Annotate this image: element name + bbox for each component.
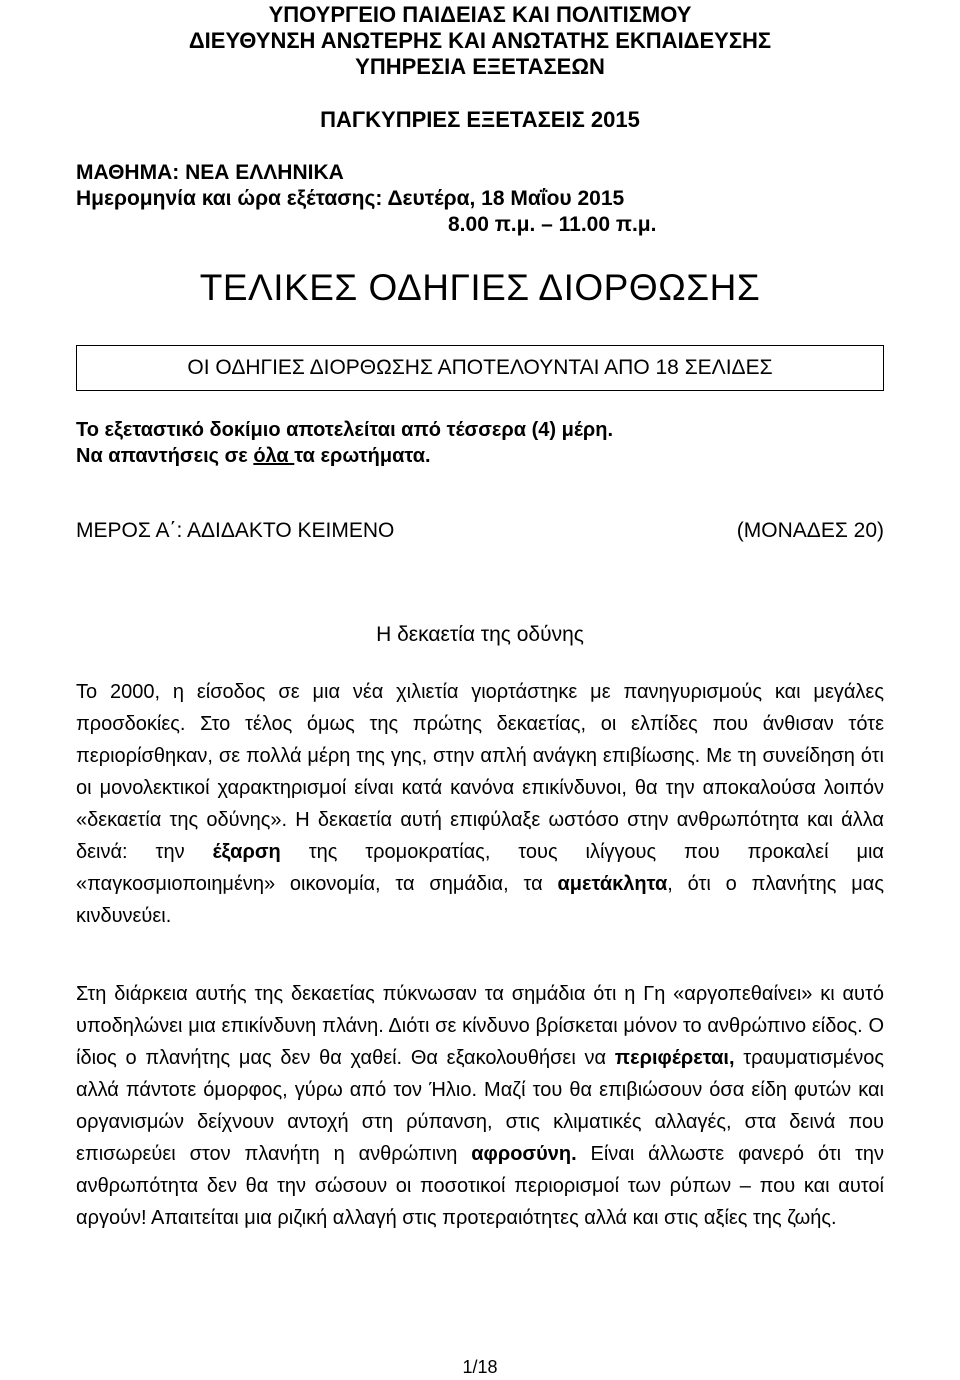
paragraph-1-bold-b: αμετάκλητα (557, 873, 668, 895)
exam-date: Ημερομηνία και ώρα εξέτασης: Δευτέρα, 18 Μαΐου 2015 (76, 187, 625, 210)
page-count-notice (76, 345, 884, 391)
paragraph-2-bold-b: αφροσύνη. (471, 1143, 577, 1165)
service-heading: ΥΠΗΡΕΣΙΑ ΕΞΕΤΑΣΕΩΝ (355, 54, 605, 79)
passage-paragraph-1 (76, 676, 884, 932)
exam-time: 8.00 π.μ. – 11.00 π.μ. (448, 213, 657, 236)
passage-paragraph-2 (76, 978, 884, 1234)
intro-line-1: Το εξεταστικό δοκίμιο αποτελείται από τέσσερα (4) μέρη. (76, 419, 614, 441)
page-number: 1/18 (462, 1357, 498, 1377)
directorate-heading: ΔΙΕΥΘΥΝΣΗ ΑΝΩΤΕΡΗΣ ΚΑΙ ΑΝΩΤΑΤΗΣ ΕΚΠΑΙΔΕΥΣΗΣ (188, 28, 772, 53)
paragraph-2-bold-a: περιφέρεται, (614, 1047, 735, 1069)
paragraph-1-bold-a: έξαρση (212, 841, 281, 863)
intro-line-2 (76, 443, 431, 469)
ministry-heading: ΥΠΟΥΡΓΕΙΟ ΠΑΙΔΕΙΑΣ ΚΑΙ ΠΟΛΙΤΙΣΜΟΥ (268, 2, 692, 27)
paragraph-1-text-a: Το 2000, η είσοδος σε μια νέα χιλιετία γιορτάστηκε με πανηγυρισμούς και μεγάλες προσδοκίες. Στο τέλος όμως της πρώτης δεκαετίας, οι ελπίδες που άνθισαν τότε περιορίσθηκαν, σε πολλά μέρη της γης, στην απλή ανάγκη επιβίωσης. Με τη συνείδηση ότι οι μονολεκτικοί χαρακτηρισμοί είναι κατά κανόνα επικίνδυνοι, θα την αποκαλούσα λοιπόν «δεκαετία της οδύνης». Η δεκαετία αυτή επιφύλαξε ωστόσο στην ανθρωπότητα και άλλα δεινά: την (76, 681, 884, 863)
passage-title: Η δεκαετία της οδύνης (376, 623, 584, 646)
paragraph-2-text-a: Στη διάρκεια αυτής της δεκαετίας πύκνωσαν τα σημάδια ότι η Γη «αργοπεθαίνει» κι αυτό υποδηλώνει μια επικίνδυνη πλάνη. Διότι σε κίνδυνο βρίσκεται μόνον το ανθρώπινο είδος. Ο ίδιος ο πλανήτης μας δεν θα χαθεί. Θα εξακολουθήσει να (76, 983, 884, 1069)
intro-line-2-before: Να απαντήσεις σε (76, 445, 254, 467)
paragraph-1-text-c: , ότι ο πλανήτης μας κινδυνεύει. (76, 873, 884, 927)
paragraph-2-text-c: Είναι άλλωστε φανερό ότι την ανθρωπότητα δεν θα την σώσουν οι ποσοτικοί περιορισμοί των ρύπων – που και αυτοί αργούν! Απαιτείται μια ριζική αλλαγή στις προτεραιότητες αλλά και στις αξίες της ζωής. (76, 1143, 884, 1229)
part-label: ΜΕΡΟΣ Α΄: ΑΔΙΔΑΚΤΟ ΚΕΙΜΕΝΟ (76, 519, 395, 542)
exam-subject: ΜΑΘΗΜΑ: ΝΕΑ ΕΛΛΗΝΙΚΑ (76, 161, 344, 184)
document-title: ΤΕΛΙΚΕΣ ΟΔΗΓΙΕΣ ΔΙΟΡΘΩΣΗΣ (199, 267, 761, 308)
intro-line-2-after: τα ερωτήματα. (294, 445, 431, 467)
part-heading-row (76, 517, 884, 545)
paragraph-2-text-b: τραυματισμένος αλλά πάντοτε όμορφος, γύρω από τον Ήλιο. Μαζί του θα επιβιώσουν όσα είδη φυτών και οργανισμών δείχνουν αντοχή στη ρύπανση, στις κλιματικές αλλαγές, στα δεινά που επισωρεύει στον πλανήτη η ανθρώπινη (76, 1047, 884, 1165)
paragraph-1-text-b: της τρομοκρατίας, τους ιλίγγους που προκαλεί μια «παγκοσμιοποιημένη» οικονομία, τα σημάδια, τα (76, 841, 884, 895)
part-units: (ΜΟΝΑΔΕΣ 20) (736, 519, 884, 542)
page-count-notice-text: ΟΙ ΟΔΗΓΙΕΣ ΔΙΟΡΘΩΣΗΣ ΑΠΟΤΕΛΟΥΝΤΑΙ ΑΠΟ 18 ΣΕΛΙΔΕΣ (187, 356, 773, 379)
intro-line-2-underlined: όλα (253, 445, 295, 467)
exams-heading: ΠΑΓΚΥΠΡΙΕΣ ΕΞΕΤΑΣΕΙΣ 2015 (320, 107, 640, 132)
